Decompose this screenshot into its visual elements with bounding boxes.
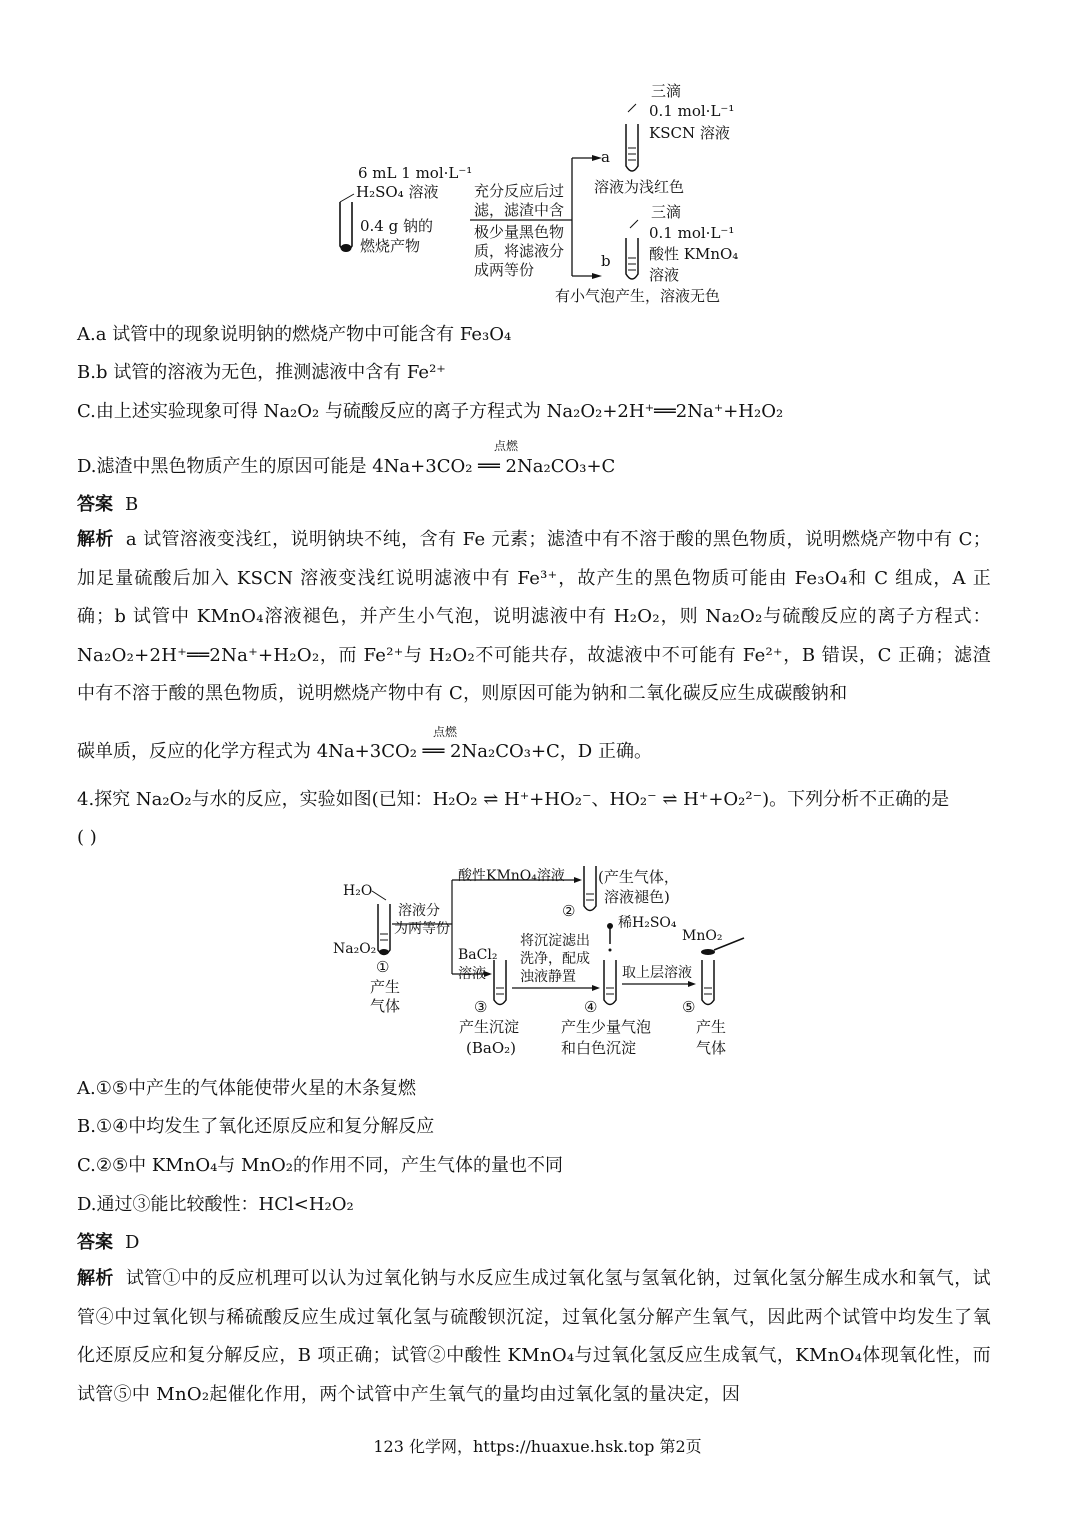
tube-5 (702, 960, 714, 1005)
q3-analysis (77, 521, 991, 714)
q3-answer (77, 492, 138, 518)
tube5-result-1: 产生 (696, 1018, 727, 1036)
branch-b-reagent-1: 三滴 (651, 203, 682, 221)
answer-value: B (125, 494, 139, 515)
process-line-2: 滤，滤渣中含 (474, 201, 565, 219)
tube-2 (584, 866, 596, 911)
tube3-result-1: 产生沉淀 (459, 1018, 520, 1036)
split-label-2: 为两等份 (394, 921, 450, 937)
branch-a-reagent-3: KSCN 溶液 (649, 124, 730, 142)
q4-option-c: C.②⑤中 KMnO₄与 MnO₂的作用不同，产生气体的量也不同 (77, 1155, 564, 1176)
analysis-text: 试管①中的反应机理可以认为过氧化钠与水反应生成过氧化氢与氢氧化钠，过氧化氢分解生成水和氧气，试管④中过氧化钡与稀硫酸反应生成过氧化氢与硫酸钡沉淀，过氧化氢分解产生氧气，因此两个试管中均发生了氧化还原反应和复分解反应，B 项正确；试管②中酸性 KMnO₄与过氧化氢反应生成氧气，KMnO₄体现氧化性，而试管⑤中 MnO₂起催化作用，两个试管中产生氧气的量均由过氧化氢的量决定，因 (77, 1268, 991, 1405)
acid-label-1: 6 mL 1 mol·L⁻¹ (358, 164, 473, 182)
tube3-result-2: (BaO₂) (466, 1039, 516, 1057)
tube1-num: ① (376, 958, 390, 976)
h2so4-label: 稀H₂SO₄ (618, 915, 677, 931)
process-line-5: 成两等份 (474, 261, 535, 279)
q4-option-a: A.①⑤中产生的气体能使带火星的木条复燃 (77, 1078, 416, 1099)
sample-label-1: 0.4 g 钠的 (360, 217, 433, 235)
analysis-text: a 试管溶液变浅红，说明钠块不纯，含有 Fe 元素；滤渣中有不溶于酸的黑色物质，说明燃烧产物中有 C；加足量硫酸后加入 KSCN 溶液变浅红说明滤液中有 Fe³⁺，故产生的黑色物质可能由 Fe₃O₄和 C 组成，A 正确；b 试管中 KMnO₄溶液褪色，并产生小气泡，说明滤液中有 H₂O₂，则 Na₂O₂与硫酸反应的离子方程式：Na₂O₂+2H⁺══2Na⁺+H₂O₂，而 Fe²⁺与 H₂O₂不可能共存，故滤液中不可能有 Fe²⁺，B 错误，C 正确；滤渣中有不溶于酸的黑色物质，说明燃烧产物中有 C，则原因可能为钠和二氧化碳反应生成碳酸钠和 (77, 529, 991, 704)
branch-b-letter: b (601, 252, 611, 270)
tube3-num: ③ (474, 998, 488, 1016)
tube4-num: ④ (584, 998, 598, 1016)
branch-a-reagent-2: 0.1 mol·L⁻¹ (649, 102, 735, 120)
q3-analysis-end: 碳单质，反应的化学方程式为 4Na+3CO₂ ══ 2Na₂CO₃+C，D 正确。 (77, 741, 652, 762)
tube-4 (604, 960, 616, 1005)
split-label-1: 溶液分 (398, 903, 440, 919)
tube2-num: ② (562, 902, 576, 920)
tube1-result-2: 气体 (370, 997, 401, 1015)
tube2-result-1: (产生气体， (598, 868, 679, 886)
q4-option-b: B.①④中均发生了氧化还原反应和复分解反应 (77, 1116, 435, 1137)
na2o2-label: Na₂O₂ (333, 941, 377, 957)
q4-answer (77, 1230, 139, 1256)
acid-label-2: H₂SO₄ 溶液 (356, 183, 439, 201)
q3-cond-label-2: 点燃 (433, 725, 458, 739)
q3-option-b: B.b 试管的溶液为无色，推测滤液中含有 Fe²⁺ (77, 362, 446, 383)
q4-stem: 4.探究 Na₂O₂与水的反应，实验如图(已知：H₂O₂ ⇌ H⁺+HO₂⁻、HO₂⁻ ⇌ H⁺+O₂²⁻)。下列分析不正确的是 (77, 789, 950, 810)
bacl2-label-2: 溶液 (458, 966, 486, 982)
q3-option-a: A.a 试管中的现象说明钠的燃烧产物中可能含有 Fe₃O₄ (77, 324, 512, 345)
q4-blank: ( ) (77, 827, 97, 848)
filter-step-1: 将沉淀滤出 (520, 933, 590, 949)
analysis-label: 解析 (77, 1268, 114, 1289)
mno2-label: MnO₂ (682, 928, 723, 944)
tube2-result-2: 溶液褪色) (604, 888, 670, 906)
bacl2-label-1: BaCl₂ (458, 947, 498, 963)
tube-1 (378, 904, 390, 955)
branch-b-reagent-4: 溶液 (649, 266, 680, 284)
branch-b-result: 有小气泡产生，溶液无色 (555, 287, 721, 305)
q4-option-d: D.通过③能比较酸性：HCl<H₂O₂ (77, 1194, 354, 1215)
tube5-result-2: 气体 (696, 1039, 727, 1057)
tube-3 (494, 960, 506, 1005)
branch-a-reagent-1: 三滴 (651, 82, 682, 100)
q3-option-c: C.由上述实验现象可得 Na₂O₂ 与硫酸反应的离子方程式为 Na₂O₂+2H⁺══2Na⁺+H₂O₂ (77, 401, 784, 422)
answer-label: 答案 (77, 494, 113, 515)
filter-step-2: 洗净，配成 (520, 951, 590, 967)
tube5-num: ⑤ (682, 998, 696, 1016)
q3-cond-label: 点燃 (494, 439, 519, 453)
branch-a-result: 溶液为浅红色 (594, 178, 685, 196)
tube4-result-2: 和白色沉淀 (561, 1039, 637, 1057)
answer-value: D (125, 1232, 140, 1253)
process-line-4: 质，将滤液分 (474, 242, 565, 260)
process-line-1: 充分反应后过 (474, 182, 565, 200)
branch-b-reagent-3: 酸性 KMnO₄ (649, 245, 739, 263)
kmno4-label: 酸性KMnO₄溶液 (458, 868, 565, 884)
branch-a-letter: a (601, 148, 610, 166)
analysis-label: 解析 (77, 529, 114, 550)
answer-label: 答案 (77, 1232, 113, 1253)
branch-b-reagent-2: 0.1 mol·L⁻¹ (649, 224, 735, 242)
sample-residue (341, 244, 352, 252)
sample-label-2: 燃烧产物 (360, 237, 421, 255)
process-line-3: 极少量黑色物 (474, 223, 565, 241)
filter-step-3: 浊液静置 (520, 969, 576, 985)
water-label: H₂O (343, 883, 373, 899)
q3-option-d: D.滤渣中黑色物质产生的原因可能是 4Na+3CO₂ ══ 2Na₂CO₃+C (77, 456, 616, 477)
test-tube-left (340, 202, 352, 251)
tube1-result-1: 产生 (370, 978, 401, 996)
q4-analysis (77, 1260, 991, 1414)
tube4-result-1: 产生少量气泡 (561, 1018, 652, 1036)
upper-layer-label: 取上层溶液 (622, 965, 692, 981)
page-footer: 123 化学网，https://huaxue.hsk.top 第2页 (373, 1437, 702, 1456)
